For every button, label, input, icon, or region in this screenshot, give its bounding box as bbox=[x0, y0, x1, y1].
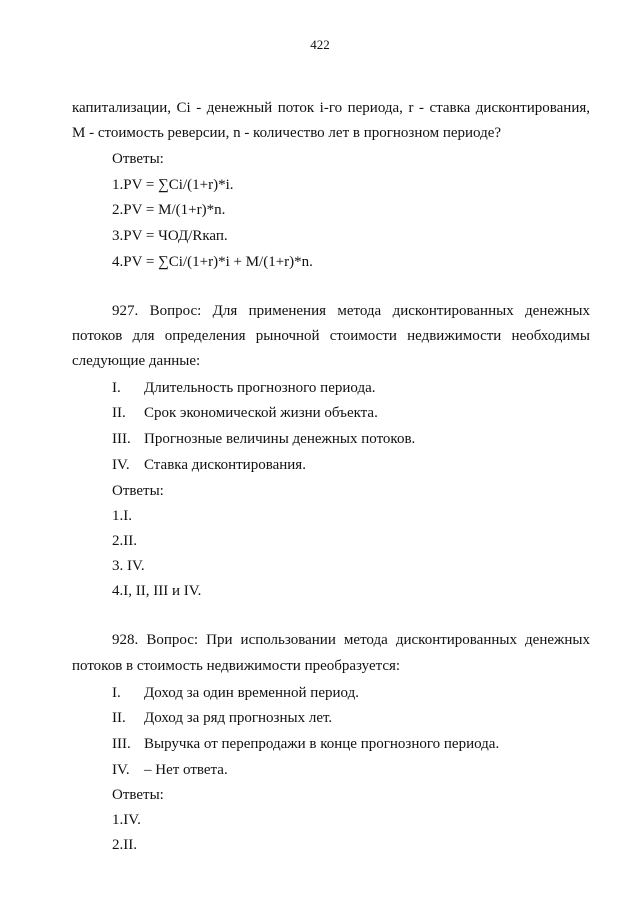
intro-answer-1: 1.PV = ∑Ci/(1+r)*i. bbox=[112, 177, 234, 193]
q928-answer-2: 2.II. bbox=[112, 837, 137, 853]
q928-item-1-text: Доход за один временной период. bbox=[144, 685, 359, 701]
q928-answers-label: Ответы: bbox=[112, 787, 164, 803]
intro-answer-3: 3.PV = ЧОД/Rкап. bbox=[112, 228, 228, 244]
q928-item-2-number: II. bbox=[112, 710, 126, 726]
q928-answer-1: 1.IV. bbox=[112, 812, 141, 828]
q928-item-1-number: I. bbox=[112, 685, 121, 701]
intro-line-2: M - стоимость реверсии, n - количество лет в прогнозном периоде? bbox=[72, 125, 502, 141]
q927-answer-1: 1.I. bbox=[112, 508, 132, 524]
q928-item-4-text: – Нет ответа. bbox=[144, 762, 228, 778]
intro-answers-label: Ответы: bbox=[112, 151, 164, 167]
q927-list-item-4 bbox=[112, 456, 306, 474]
intro-answer-2: 2.PV = M/(1+r)*n. bbox=[112, 202, 226, 218]
page-number: 422 bbox=[310, 37, 330, 52]
q927-item-1-number: I. bbox=[112, 380, 121, 396]
q928-list-item-4 bbox=[112, 761, 228, 779]
q927-list-item-3 bbox=[112, 430, 415, 448]
q928-list-item-2 bbox=[112, 709, 332, 727]
q927-answer-3: 3. IV. bbox=[112, 558, 145, 574]
q928-item-3-number: III. bbox=[112, 736, 131, 752]
q927-question-line-1: 927. Вопрос: Для применения метода дисконтированных денежных bbox=[112, 303, 590, 319]
q927-list-item-2 bbox=[112, 404, 378, 422]
q927-item-2-text: Срок экономической жизни объекта. bbox=[144, 405, 378, 421]
intro-line-1: капитализации, Ci - денежный поток i-го периода, r - ставка дисконтирования, bbox=[72, 100, 590, 116]
q927-item-4-text: Ставка дисконтирования. bbox=[144, 457, 306, 473]
q927-item-3-text: Прогнозные величины денежных потоков. bbox=[144, 431, 416, 447]
q927-item-1-text: Длительность прогнозного периода. bbox=[144, 380, 376, 396]
q928-question-line-1: 928. Вопрос: При использовании метода дисконтированных денежных bbox=[112, 632, 590, 648]
q928-question-line-2: потоков в стоимость недвижимости преобразуется: bbox=[72, 658, 401, 674]
q928-item-4-number: IV. bbox=[112, 762, 130, 778]
q927-answer-2: 2.II. bbox=[112, 533, 137, 549]
q927-question-line-2: потоков для определения рыночной стоимости недвижимости необходимы bbox=[72, 328, 590, 344]
q928-item-2-text: Доход за ряд прогнозных лет. bbox=[144, 710, 333, 726]
intro-answer-4: 4.PV = ∑Ci/(1+r)*i + M/(1+r)*n. bbox=[112, 254, 313, 270]
q927-answers-label: Ответы: bbox=[112, 483, 164, 499]
q927-answer-4: 4.I, II, III и IV. bbox=[112, 583, 202, 599]
q928-list-item-1 bbox=[112, 684, 359, 702]
q927-item-2-number: II. bbox=[112, 405, 126, 421]
q927-item-4-number: IV. bbox=[112, 457, 130, 473]
q928-list-item-3 bbox=[112, 735, 499, 753]
q927-item-3-number: III. bbox=[112, 431, 131, 447]
q928-item-3-text: Выручка от перепродажи в конце прогнозного периода. bbox=[144, 736, 500, 752]
q927-question-line-3: следующие данные: bbox=[72, 353, 201, 369]
q927-list-item-1 bbox=[112, 379, 376, 397]
